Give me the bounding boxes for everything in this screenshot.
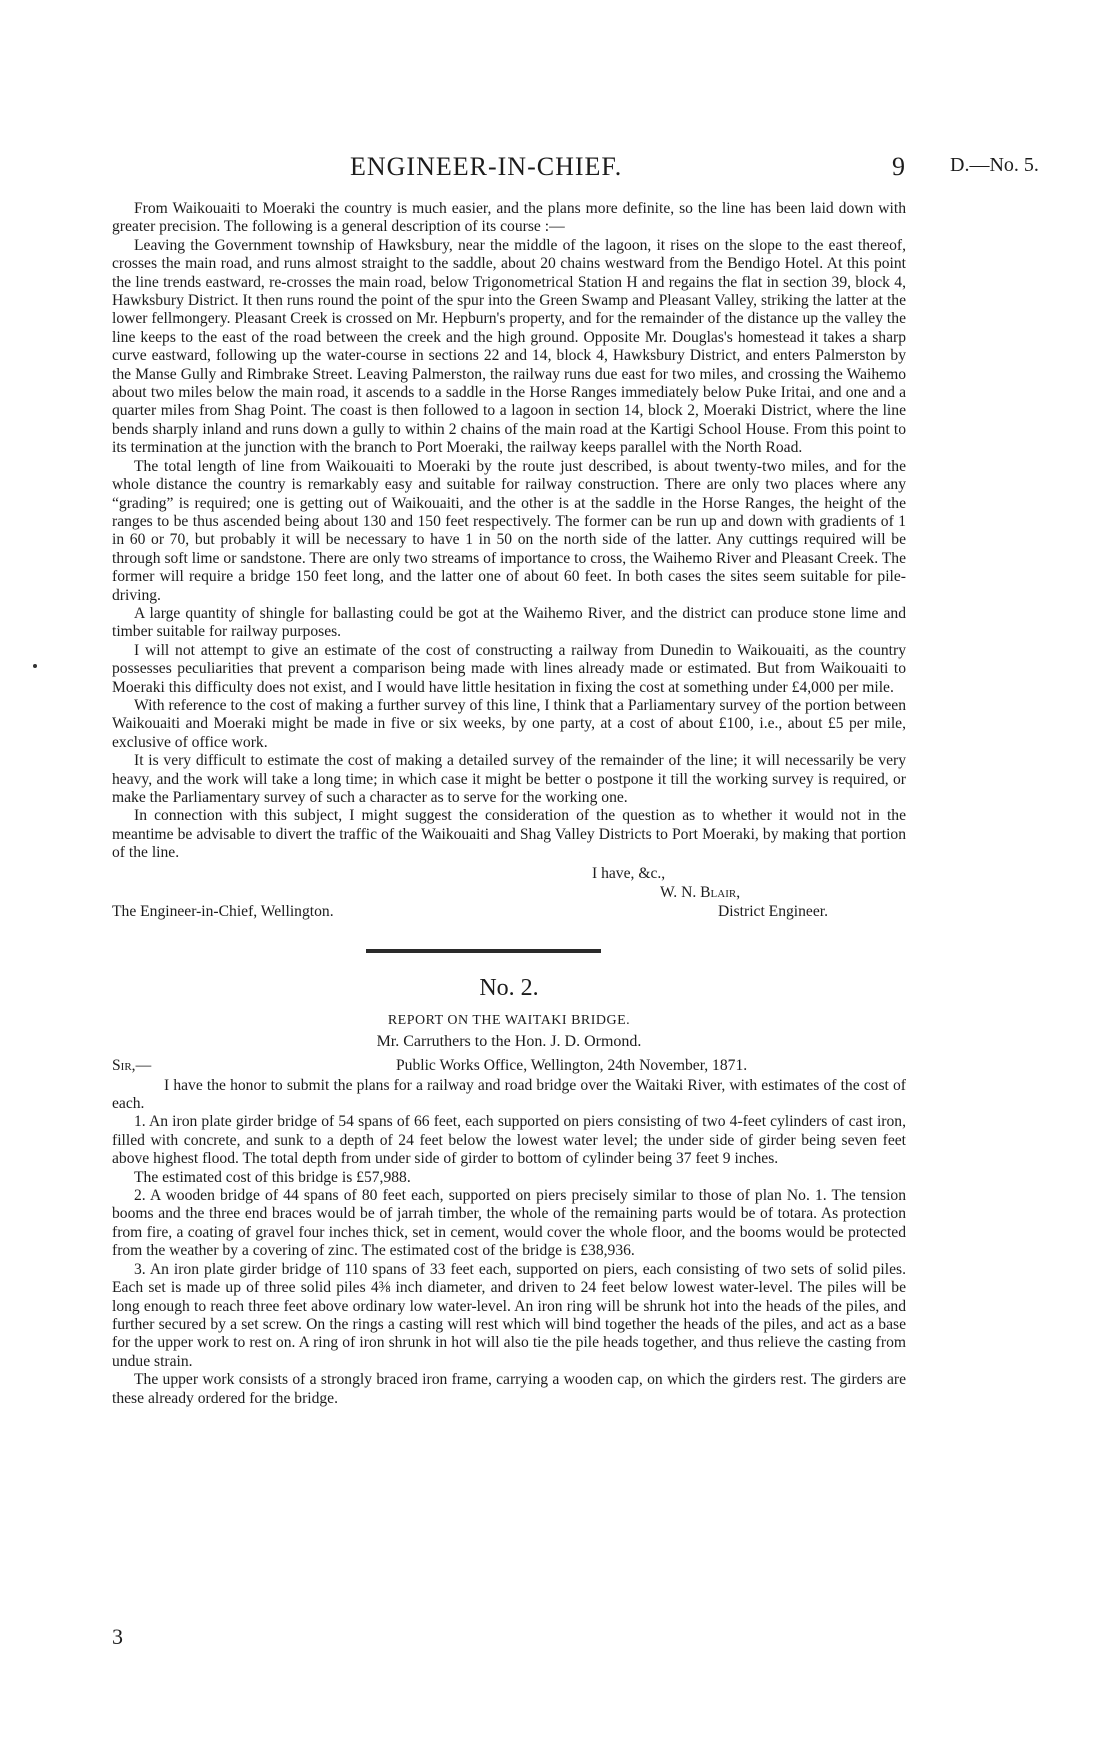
addressee: The Engineer-in-Chief, Wellington. [112, 902, 334, 920]
margin-mark [33, 664, 37, 668]
paragraph: 3. An iron plate girder bridge of 110 spans of 33 feet each, supported on piers, each consisting of two sets of solid piles. Each set is made up of three solid piles 4⅜ inch diameter, and driven to 24 feet below lowest water-level. The piles will be long enough to reach three feet above ordinary low water-level. An iron ring will be shrunk hot into the heads of the piles, and further secured by a set screw. On the rings a casting will rest which will bind together the heads of the piles, and act as a base for the upper work to rest on. A ring of iron shrunk in hot will also tie the pile heads together, and thus relieve the casting from undue strain. [112, 1260, 906, 1370]
paragraph: From Waikouaiti to Moeraki the country is much easier, and the plans more definite, so the line has been laid down with greater precision. The following is a general description of its course :— [112, 200, 906, 236]
paragraph: The total length of line from Waikouaiti to Moeraki by the route just described, is about twenty-two miles, and for the whole distance the country is remarkably easy and suitable for railway construction. There are only two places where any “grading” is required; one is getting out of Waikouaiti, and the other is at the saddle in the Horse Ranges, the height of the ranges to be thus ascended being about 130 and 150 feet respectively. The former can be run up and down with gradients of 1 in 60 or 70, but probably it will be necessary to have 1 in 50 on the north side of the latter. Any cuttings required will be through soft lime or sandstone. There are only two streams of importance to cross, the Waihemo River and Pleasant Creek. The former will require a bridge 150 feet long, and the latter one of about 60 feet. In both cases the sites seem suitable for pile-driving. [112, 457, 906, 604]
section-divider [366, 949, 601, 953]
page-body [112, 200, 906, 1408]
signature-block [112, 863, 906, 923]
paragraph: 2. A wooden bridge of 44 spans of 80 feet each, supported on piers precisely similar to those of plan No. 1. The tension booms and the three end braces would be of jarrah timber, the whole of the remaining parts would be of totara. As protection from fire, a coating of gravel four inches thick, set in cement, would cover the whole floor, and the booms would be protected from the weather by a covering of zinc. The estimated cost of the bridge is £38,936. [112, 1187, 906, 1260]
paragraph: The estimated cost of this bridge is £57,988. [134, 1168, 411, 1186]
running-title: ENGINEER-IN-CHIEF. [350, 152, 623, 181]
report-title: REPORT ON THE WAITAKI BRIDGE. [387, 1012, 631, 1028]
report-one [112, 200, 906, 923]
signature-mark: 3 [112, 1624, 123, 1649]
salutation-line [112, 1055, 906, 1077]
signer-title: District Engineer. [718, 902, 828, 920]
paragraph: I will not attempt to give an estimate of the cost of constructing a railway from Dunedin to Waikouaiti, as the country possesses peculiarities that prevent a comparison being made with lines already made or estimated. But from Waikouaiti to Moeraki this difficulty does not exist, and I would have little hesitation in fixing the cost at something under £4,000 per mile. [112, 641, 906, 696]
paragraph: With reference to the cost of making a further survey of this line, I think that a Parliamentary survey of the portion between Waikouaiti and Moeraki might be made in five or six weeks, by one party, at a cost of about £100, i.e., about £5 per mile, exclusive of office work. [112, 696, 906, 751]
page-header [0, 152, 1114, 186]
report-two [112, 973, 906, 1408]
page-number: 9 [892, 152, 905, 181]
paragraph: The upper work consists of a strongly braced iron frame, carrying a wooden cap, on which the girders rest. The girders are these already ordered for the bridge. [112, 1371, 906, 1407]
report-from-line: Mr. Carruthers to the Hon. J. D. Ormond. [376, 1032, 642, 1050]
paragraph: In connection with this subject, I might suggest the consideration of the question as to whether it would not in the meantime be advisable to divert the traffic of the Waikouaiti and Shag Valley Districts to Port Moeraki, by making that portion of the line. [112, 807, 906, 862]
document-reference: D.—No. 5. [950, 154, 1039, 176]
report-number: No. 2. [479, 974, 539, 1001]
signer-name: W. N. Blair, [660, 883, 741, 901]
paragraph: It is very difficult to estimate the cost of making a detailed survey of the remainder of the line; it will necessarily be very heavy, and the work will take a long time; in which case it might be better o postpone it till the working survey is required, or make the Parliamentary survey of such a character as to serve for the working one. [112, 752, 906, 806]
closing: I have, &c., [592, 864, 666, 882]
salutation: Sir,— [112, 1056, 152, 1074]
paragraph: A large quantity of shingle for ballasting could be got at the Waihemo River, and the district can produce stone lime and timber suitable for railway purposes. [112, 604, 906, 641]
dateline: Public Works Office, Wellington, 24th November, 1871. [396, 1056, 748, 1074]
paragraph: I have the honor to submit the plans for a railway and road bridge over the Waitaki River, with estimates of the cost of each. [112, 1076, 906, 1113]
paragraph: 1. An iron plate girder bridge of 54 spans of 66 feet, each supported on piers consisting of two 4-feet cylinders of cast iron, filled with concrete, and sunk to a depth of 24 feet below the lowest water level; the under side of girder being seven feet above highest flood. The total depth from under side of girder to bottom of cylinder being 37 feet 9 inches. [112, 1113, 906, 1168]
paragraph: Leaving the Government township of Hawksbury, near the middle of the lagoon, it rises on the slope to the east thereof, crosses the main road, and runs almost straight to the saddle, about 20 chains westward from the Bendigo Hotel. At this point the line trends eastward, re-crosses the main road, below Trigonometrical Station H and regains the flat in section 39, block 4, Hawksbury District. It then runs round the point of the spur into the Green Swamp and Pleasant Valley, striking the latter at the lower fellmongery. Pleasant Creek is crossed on Mr. Hepburn's property, and for the remainder of the distance up the valley the line keeps to the east of the road between the creek and the high ground. Opposite Mr. Douglas's homestead it takes a sharp curve eastward, following up the water-course in sections 22 and 14, block 4, Hawksbury District, and enters Palmerston by the Manse Gully and Rimbrake Street. Leaving Palmerston, the railway runs due east for two miles, and crossing the Waihemo about two miles below the main road, it ascends to a saddle in the Horse Ranges immediately below Puke Iritai, and one and a quarter miles from Shag Point. The coast is then followed to a lagoon in section 14, block 2, Moeraki District, where the line bends sharply inland and runs down a gully to within 2 chains of the main road at the Kartigi School House. From this point to its termination at the junction with the branch to Port Moeraki, the railway keeps parallel with the North Road. [112, 236, 906, 457]
